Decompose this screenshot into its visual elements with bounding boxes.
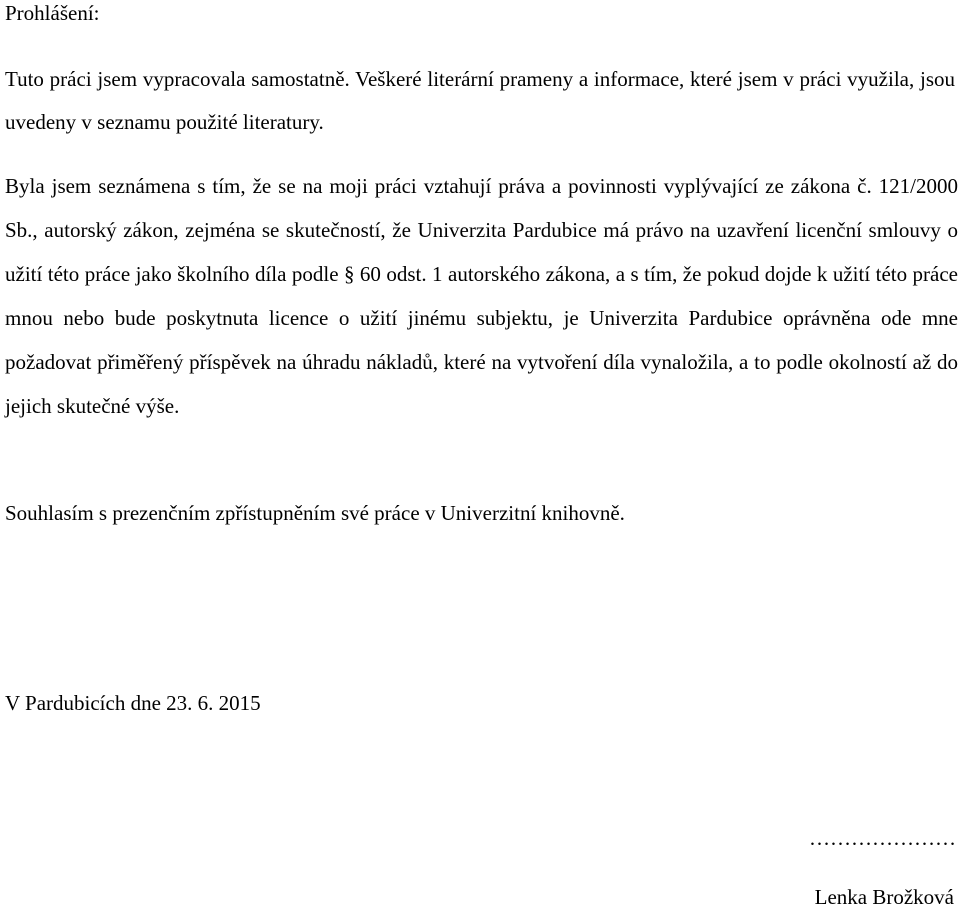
declaration-paragraph-consent: Souhlasím s prezenčním zpřístupněním své práce v Univerzitní knihovně.: [5, 501, 625, 525]
declaration-paragraph-authorship: Tuto práci jsem vypracovala samostatně. Veškeré literární prameny a informace, které jsem v práci využila, jsou uvedeny v seznamu použité literatury.: [5, 67, 955, 134]
declaration-paragraph-copyright: Byla jsem seznámena s tím, že se na moji práci vztahují práva a povinnosti vyplývající ze zákona č. 121/2000 Sb., autorský zákon, zejména se skutečností, že Univerzita Pardubice má právo na uzavření licenční smlouvy o užití této práce jako školního díla podle § 60 odst. 1 autorského zákona, a s tím, že pokud dojde k užití této práce mnou nebo bude poskytnuta licence o užití jinému subjektu, je Univerzita Pardubice oprávněna ode mne požadovat přiměřený příspěvek na úhradu nákladů, které na vytvoření díla vynaložila, a to podle okolností až do jejich skutečné výše.: [5, 174, 958, 418]
page-title: Prohlášení:: [5, 1, 100, 25]
signature-name: Lenka Brožková: [814, 885, 954, 909]
place-and-date: V Pardubicích dne 23. 6. 2015: [5, 691, 261, 715]
signature-line: …………………: [809, 826, 956, 850]
